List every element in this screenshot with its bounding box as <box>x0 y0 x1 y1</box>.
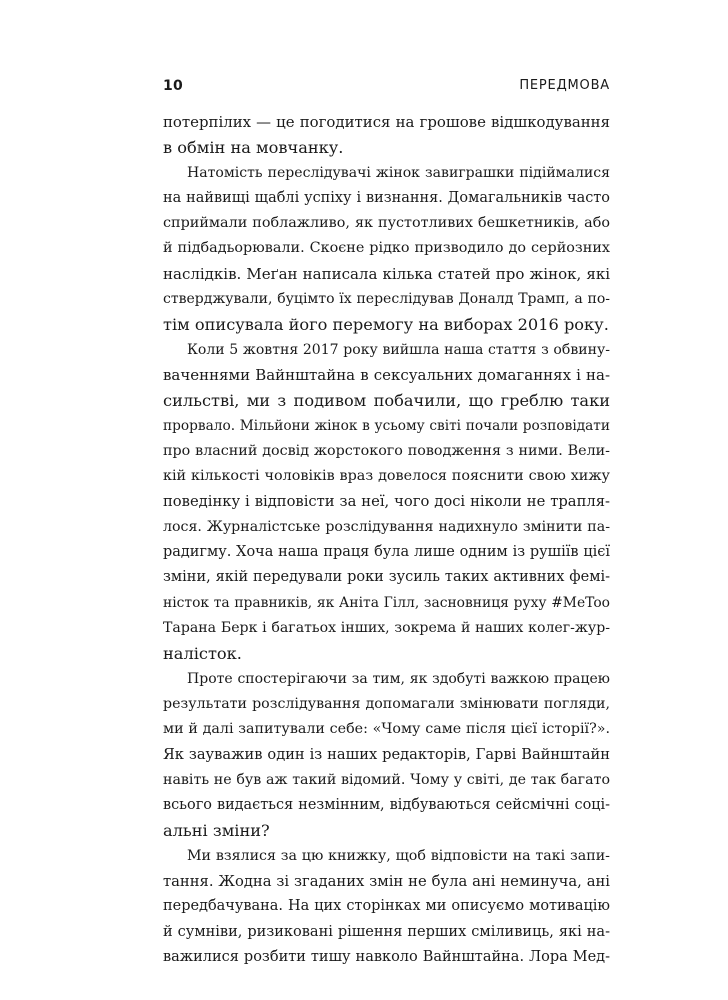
text-line: ваченнями Вайнштайна в сексуальних домаганнях і на- <box>163 365 610 384</box>
text-line: Тарана Берк і багатьох інших, зокрема й наших колег-жур- <box>163 619 610 636</box>
text-line: навіть не був аж такий відомий. Чому у світі, де так багато <box>163 771 610 788</box>
text-line: про власний досвід жорстокого поводження з ними. Вели- <box>163 442 610 459</box>
text-line: Проте спостерігаючи за тим, як здобуті важкою працею <box>187 670 610 687</box>
text-line: Коли 5 жовтня 2017 року вийшла наша стаття з обвину- <box>187 341 610 358</box>
text-line: тання. Жодна зі згаданих змін не була ані неминуча, ані <box>163 872 610 890</box>
text-line: всього видається незмінним, відбуваються сейсмічні соці- <box>163 797 610 814</box>
text-line: результати розслідування допомагали змінювати погляди, <box>163 695 610 712</box>
text-line: потерпілих — це погодитися на грошове відшкодування <box>163 113 610 131</box>
text-line: альні зміни? <box>163 821 270 841</box>
text-line: важилися розбити тишу навколо Вайнштайна. Лора Мед- <box>163 948 610 965</box>
section-title: ПЕРЕДМОВА <box>519 78 610 93</box>
text-line: сприймали поблажливо, як пустотливих бешкетників, або <box>163 215 610 232</box>
text-line: лося. Журналістське розслідування надихнуло змінити па- <box>163 518 610 535</box>
text-line: налісток. <box>163 644 242 664</box>
page-number: 10 <box>163 78 183 94</box>
text-line: й сумніви, ризиковані рішення перших сміливиць, які на- <box>163 923 610 940</box>
text-line: зміни, якій передували роки зусиль таких активних фемі- <box>163 569 610 586</box>
text-line: Ми взялися за цю книжку, щоб відповісти на такі запи- <box>187 847 610 864</box>
text-line: Як зауважив один із наших редакторів, Гарві Вайнштайн <box>163 746 610 764</box>
text-line: й підбадьорювали. Скоєне рідко призводило до серйозних <box>163 240 610 257</box>
running-head <box>163 78 610 100</box>
text-line: ми й далі запитували себе: «Чому саме після цієї історії?». <box>163 721 610 738</box>
text-line: тім описувала його перемогу на виборах 2016 року. <box>163 315 609 335</box>
text-line: в обмін на мовчанку. <box>163 138 344 158</box>
text-line: прорвало. Мільйони жінок в усьому світі почали розповідати <box>163 417 610 434</box>
text-line: ністок та правників, як Аніта Гілл, засновниця руху #MeToo <box>163 594 610 611</box>
text-line: передбачувана. На цих сторінках ми описуємо мотивацію <box>163 898 610 915</box>
text-line: радигму. Хоча наша праця була лише одним із рушіїв цієї <box>163 544 610 561</box>
text-line: сильстві, ми з подивом побачили, що греблю таки <box>163 391 610 411</box>
text-line: поведінку і відповісти за неї, чого досі ніколи не трапля- <box>163 493 610 511</box>
text-line: Натомість переслідувачі жінок завиграшки підіймалися <box>187 164 610 181</box>
text-line: кій кількості чоловіків враз довелося пояснити свою хижу <box>163 468 610 485</box>
text-line: стверджували, буцімто їх переслідував Доналд Трамп, а по- <box>163 291 610 308</box>
body-text <box>163 110 610 970</box>
text-line: на найвищі щаблі успіху і визнання. Домагальників часто <box>163 189 610 206</box>
text-line: наслідків. Меґан написала кілька статей про жінок, які <box>163 264 610 283</box>
